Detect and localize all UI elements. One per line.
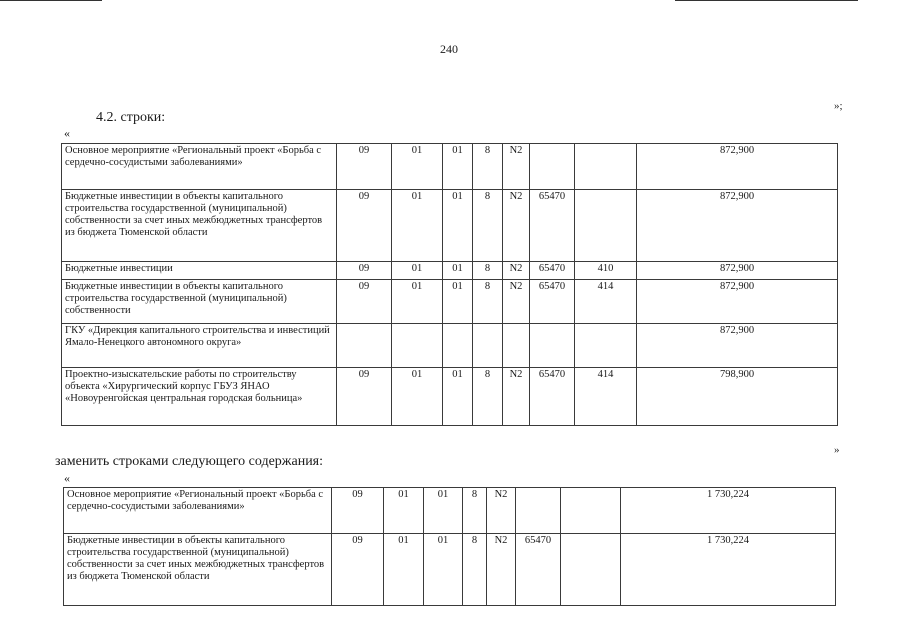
code-subprogram: 8 bbox=[473, 368, 503, 426]
open-quote-1: « bbox=[64, 126, 70, 140]
code-subprogram: 8 bbox=[473, 190, 503, 262]
amount: 798,900 bbox=[637, 368, 838, 426]
code-subprogram: 8 bbox=[463, 534, 487, 606]
top-rule-left bbox=[0, 0, 102, 1]
code-subsection: 01 bbox=[392, 190, 443, 262]
code-direction: 65470 bbox=[530, 190, 575, 262]
original-rows-table bbox=[61, 143, 838, 426]
code-direction bbox=[530, 144, 575, 190]
row-description: Бюджетные инвестиции в объекты капитального строительства государственной (муниципальной) собственности за счет иных межбюджетных трансфертов из бюджета Тюменской области bbox=[64, 534, 332, 606]
code-subprogram bbox=[473, 324, 503, 368]
code-section: 09 bbox=[337, 190, 392, 262]
code-section: 09 bbox=[332, 534, 384, 606]
code-section bbox=[337, 324, 392, 368]
table-row bbox=[64, 488, 836, 534]
code-subsection: 01 bbox=[392, 368, 443, 426]
code-subprogram: 8 bbox=[473, 262, 503, 280]
code-program: 01 bbox=[443, 190, 473, 262]
code-direction: 65470 bbox=[530, 280, 575, 324]
code-subprogram: 8 bbox=[473, 144, 503, 190]
code-subsection: 01 bbox=[384, 534, 424, 606]
code-expense-type: 414 bbox=[575, 368, 637, 426]
replacement-rows-table bbox=[63, 487, 836, 606]
code-program: 01 bbox=[443, 144, 473, 190]
code-project: N2 bbox=[503, 190, 530, 262]
code-expense-type: 414 bbox=[575, 280, 637, 324]
amount: 872,900 bbox=[637, 324, 838, 368]
code-expense-type: 410 bbox=[575, 262, 637, 280]
row-description: Основное мероприятие «Региональный проект «Борьба с сердечно-сосудистыми заболеваниями» bbox=[64, 488, 332, 534]
code-expense-type bbox=[575, 144, 637, 190]
code-expense-type bbox=[575, 324, 637, 368]
close-mark-2: » bbox=[834, 444, 840, 456]
row-description: Бюджетные инвестиции в объекты капитального строительства государственной (муниципальной) собственности bbox=[62, 280, 337, 324]
code-project bbox=[503, 324, 530, 368]
open-quote-2: « bbox=[64, 471, 70, 485]
code-direction bbox=[516, 488, 561, 534]
code-direction: 65470 bbox=[530, 368, 575, 426]
code-direction bbox=[530, 324, 575, 368]
table-row bbox=[62, 368, 838, 426]
code-program bbox=[443, 324, 473, 368]
row-description: Бюджетные инвестиции bbox=[62, 262, 337, 280]
amount: 872,900 bbox=[637, 262, 838, 280]
code-section: 09 bbox=[332, 488, 384, 534]
code-subsection: 01 bbox=[392, 262, 443, 280]
row-description: Основное мероприятие «Региональный проект «Борьба с сердечно-сосудистыми заболеваниями» bbox=[62, 144, 337, 190]
code-section: 09 bbox=[337, 368, 392, 426]
code-expense-type bbox=[561, 534, 621, 606]
amount: 872,900 bbox=[637, 280, 838, 324]
amount: 872,900 bbox=[637, 144, 838, 190]
code-program: 01 bbox=[443, 280, 473, 324]
code-section: 09 bbox=[337, 144, 392, 190]
code-program: 01 bbox=[424, 488, 463, 534]
code-subsection: 01 bbox=[392, 144, 443, 190]
code-subsection bbox=[392, 324, 443, 368]
amount: 1 730,224 bbox=[621, 534, 836, 606]
row-description: Проектно-изыскательские работы по строительству объекта «Хирургический корпус ГБУЗ ЯНАО «Новоуренгойская центральная городская больница» bbox=[62, 368, 337, 426]
code-project: N2 bbox=[503, 368, 530, 426]
replace-instruction: заменить строками следующего содержания: bbox=[55, 454, 324, 469]
section-label: 4.2. строки: bbox=[96, 110, 166, 125]
amount: 872,900 bbox=[637, 190, 838, 262]
code-project: N2 bbox=[487, 488, 516, 534]
code-section: 09 bbox=[337, 262, 392, 280]
top-rule-right bbox=[675, 0, 858, 1]
code-project: N2 bbox=[487, 534, 516, 606]
code-project: N2 bbox=[503, 262, 530, 280]
code-subprogram: 8 bbox=[463, 488, 487, 534]
page-number: 240 bbox=[440, 42, 458, 56]
code-subprogram: 8 bbox=[473, 280, 503, 324]
code-program: 01 bbox=[424, 534, 463, 606]
table-row bbox=[62, 262, 838, 280]
row-description: Бюджетные инвестиции в объекты капитального строительства государственной (муниципальной) собственности за счет иных межбюджетных трансфертов из бюджета Тюменской области bbox=[62, 190, 337, 262]
code-project: N2 bbox=[503, 144, 530, 190]
code-subsection: 01 bbox=[392, 280, 443, 324]
close-mark-1: »; bbox=[834, 100, 843, 112]
code-expense-type bbox=[561, 488, 621, 534]
table-row bbox=[62, 144, 838, 190]
table-row bbox=[62, 280, 838, 324]
code-project: N2 bbox=[503, 280, 530, 324]
table-row bbox=[62, 324, 838, 368]
code-expense-type bbox=[575, 190, 637, 262]
code-direction: 65470 bbox=[530, 262, 575, 280]
code-program: 01 bbox=[443, 262, 473, 280]
amount: 1 730,224 bbox=[621, 488, 836, 534]
row-description: ГКУ «Дирекция капитального строительства и инвестиций Ямало-Ненецкого автономного округа» bbox=[62, 324, 337, 368]
table-row bbox=[62, 190, 838, 262]
code-subsection: 01 bbox=[384, 488, 424, 534]
code-program: 01 bbox=[443, 368, 473, 426]
table-row bbox=[64, 534, 836, 606]
code-direction: 65470 bbox=[516, 534, 561, 606]
code-section: 09 bbox=[337, 280, 392, 324]
